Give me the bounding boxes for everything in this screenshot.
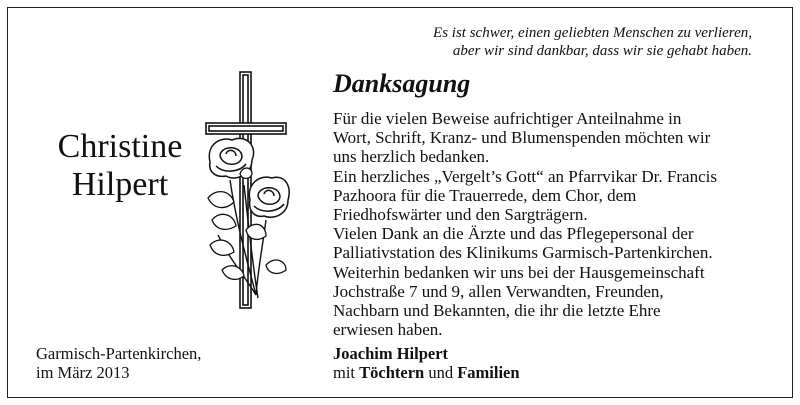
signer-name: Joachim Hilpert xyxy=(333,344,449,363)
body-line: Ein herzliches „Vergelt’s Gott“ an Pfarrvikar Dr. Francis xyxy=(333,166,717,186)
deceased-name xyxy=(30,128,210,204)
body-line: uns herzlich bedanken. xyxy=(333,147,490,167)
epigraph-quote xyxy=(332,24,752,60)
body-line: Pazhoora für die Trauerrede, dem Chor, dem xyxy=(333,185,637,205)
signer-family-line xyxy=(333,363,520,382)
body-line: Jochstraße 7 und 9, allen Verwandten, Freunden, xyxy=(333,281,664,301)
cross-with-roses-icon xyxy=(196,70,292,310)
place-line: Garmisch-Partenkirchen, xyxy=(36,344,202,363)
body-line: Friedhofswärter und den Sargträgern. xyxy=(333,205,588,225)
body-line: erwiesen haben. xyxy=(333,320,443,340)
title: Danksagung xyxy=(333,69,471,98)
signer-and: und xyxy=(428,363,454,382)
date-line: im März 2013 xyxy=(36,363,130,382)
signer-daughters: Töchtern xyxy=(359,363,425,382)
body-line: Vielen Dank an die Ärzte und das Pflegepersonal der xyxy=(333,224,694,244)
signature-block xyxy=(333,344,520,382)
body-line: Weiterhin bedanken wir uns bei der Hausgemeinschaft xyxy=(333,262,705,282)
place-and-date xyxy=(36,344,201,382)
body-text xyxy=(333,109,783,339)
signer-prefix: mit xyxy=(333,363,356,382)
signer-families: Familien xyxy=(457,363,520,382)
last-name: Hilpert xyxy=(71,166,169,203)
quote-line: Es ist schwer, einen geliebten Menschen zu verlieren, xyxy=(433,25,752,41)
body-line: Wort, Schrift, Kranz- und Blumenspenden möchten wir xyxy=(333,128,711,148)
first-name: Christine xyxy=(57,128,183,165)
body-line: Palliativstation des Klinikums Garmisch-Partenkirchen. xyxy=(333,243,713,263)
body-line: Nachbarn und Bekannten, die ihr die letzte Ehre xyxy=(333,301,661,321)
quote-line: aber wir sind dankbar, dass wir sie gehabt haben. xyxy=(452,43,752,59)
body-line: Für die vielen Beweise aufrichtiger Anteilnahme in xyxy=(333,109,682,128)
